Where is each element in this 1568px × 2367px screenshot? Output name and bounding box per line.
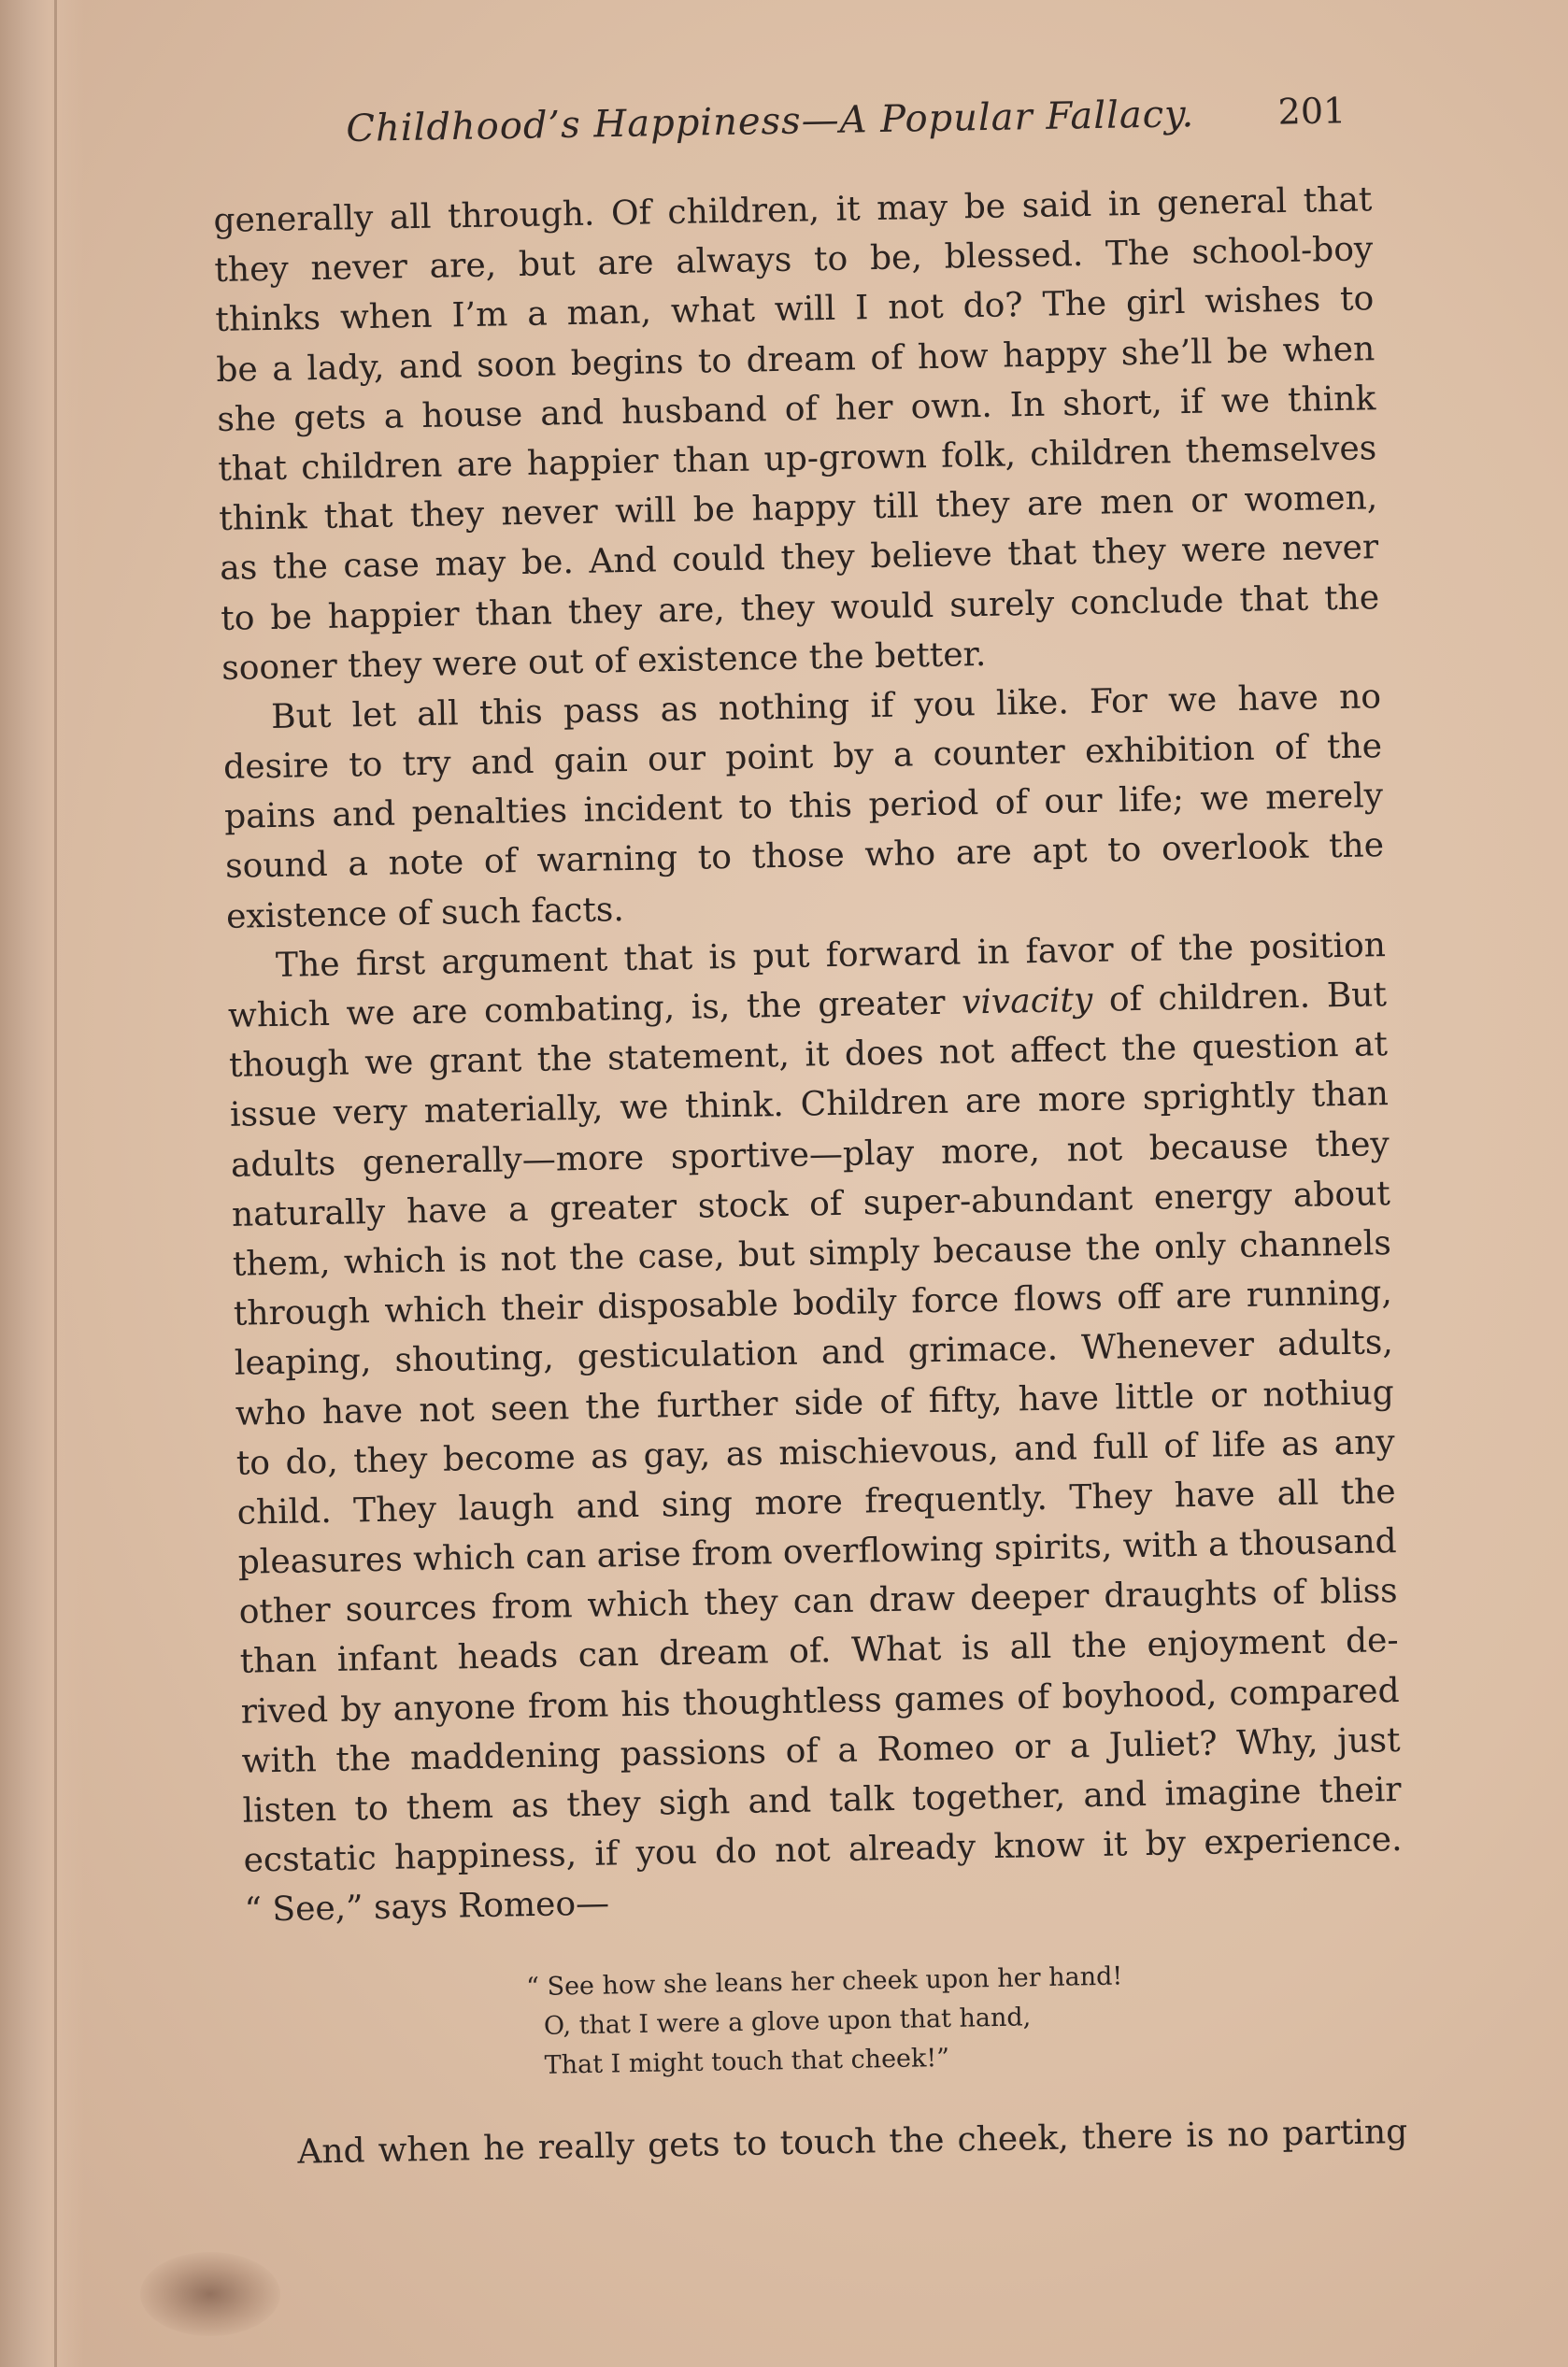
page-number: 201	[1277, 90, 1347, 133]
text-line: think that they never will be happy till they are men or women,	[218, 478, 1378, 539]
text-line: existence of such facts.	[225, 890, 625, 936]
text-line: pleasures which can arise from overflowing spirits, with a thousand	[237, 1522, 1397, 1582]
text-line: she gets a house and husband of her own. In short, if we think	[217, 378, 1376, 439]
text-segment: which we are combating, is, the greater	[227, 983, 962, 1035]
body-text	[213, 175, 1408, 2177]
gutter-fold-line	[54, 0, 57, 2367]
text-line: be a lady, and soon begins to dream of how happy she’ll be when	[216, 329, 1376, 390]
text-line: to be happier than they are, they would surely conclude that the	[220, 577, 1380, 638]
text-line: naturally have a greater stock of super-abundant energy about	[231, 1174, 1391, 1234]
text-line: sooner they were out of existence the better.	[221, 635, 987, 688]
text-line: generally all through. Of children, it may be said in general that	[213, 180, 1373, 240]
verse-line: That I might touch that cheek!”	[544, 2043, 950, 2080]
binding-gutter	[0, 0, 84, 2367]
text-line: they never are, but are always to be, blessed. The school-boy	[214, 230, 1374, 291]
text-line: other sources from which they can draw deeper draughts of bliss	[238, 1572, 1398, 1632]
text-line: that children are happier than up-grown folk, children themselves	[217, 429, 1377, 489]
text-line: with the maddening passions of a Romeo or a Juliet? Why, just	[241, 1720, 1401, 1781]
text-line: But let all this pass as nothing if you like. For we have no	[270, 677, 1382, 736]
text-line: through which their disposable bodily force flows off are running,	[233, 1274, 1393, 1333]
text-line: sound a note of warning to those who are apt to overlook the	[224, 826, 1385, 887]
verse-line: O, that I were a glove upon that hand,	[543, 2002, 1032, 2041]
running-title: Childhood’s Happiness—A Popular Fallacy.	[346, 93, 1195, 150]
text-line: leaping, shouting, gesticulation and grimace. Whenever adults,	[234, 1323, 1394, 1384]
text-line: them, which is not the case, but simply because the only channels	[232, 1224, 1392, 1284]
text-line: than infant heads can dream of. What is all the enjoyment de-	[239, 1621, 1399, 1682]
text-line: to do, they become as gay, as mischievous, and full of life as any	[235, 1422, 1396, 1483]
text-line: child. They laugh and sing more frequently. They have all the	[236, 1472, 1396, 1533]
text-line: “ See,” says Romeo—	[244, 1884, 610, 1931]
emphasis-text: vivacity	[961, 980, 1093, 1022]
text-line: thinks when I’m a man, what will I not do? The girl wishes to	[215, 279, 1375, 340]
verse-line: “ See how she leans her cheek upon her hand!	[525, 1961, 1123, 2002]
text-line: And when he really gets to touch the cheek, there is no parting	[296, 2112, 1408, 2172]
text-segment: of children. But	[1091, 976, 1388, 1020]
text-line: desire to try and gain our point by a counter exhibition of the	[222, 727, 1383, 787]
ink-stain	[140, 2252, 280, 2336]
text-line: pains and penalties incident to this period of our life; we merely	[223, 777, 1384, 837]
running-head	[346, 90, 1347, 164]
text-line: adults generally—more sportive—play more, not because they	[230, 1124, 1390, 1185]
text-line: ecstatic happiness, if you do not already know it by experience.	[243, 1820, 1403, 1880]
text-line: though we grant the statement, it does not affect the question at	[228, 1025, 1389, 1086]
text-line: listen to them as they sigh and talk together, and imagine their	[242, 1770, 1402, 1831]
text-line: as the case may be. And could they believe that they were never	[219, 528, 1379, 589]
text-line: who have not seen the further side of fifty, have little or nothiug	[235, 1373, 1395, 1433]
text-line: The first argument that is put forward in favor of the position	[275, 925, 1387, 985]
text-line: rived by anyone from his thoughtless games of boyhood, compared	[240, 1671, 1400, 1732]
text-line: issue very materially, we think. Children are more sprightly than	[229, 1075, 1390, 1135]
